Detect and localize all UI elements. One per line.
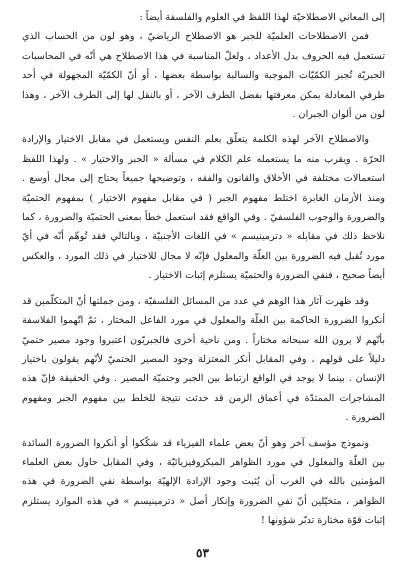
paragraph-effects-of-illusion: وقد ظهرت آثار هذا الوهم في عدد من المسائل الفلسفيّة ، ومن جملتها أنّ المتكلّمين قد أنكروا الضرورة الحاكمة بين العلّة والمعلول في مورد الفاعل المختار ، ثمّ اتّهموا الفلاسفة بأنّهم لا يرون الله سبحانه مختاراً . ومن ناحية أخرى فالجبريّون اعتبروا وجود مصير حتميّ دليلاً على قولهم ، وفي المقابل أنكر المعتزلة وجود المصير الحتميّ لأنّهم يقولون باختيار الإنسان . بينما لا يوجد في الواقع ارتباط بين الجبر وحتميّة المصير . وفي الحقيقة فإنّ هذه المشاجرات الممتدّة في أعماق الزمن قد حدثت نتيجة للخلط بين مفهوم الجبر ومفهوم الضرورة . bbox=[22, 295, 385, 424]
paragraph-math-term: فمن الاصطلاحات العلميّة للجبر هو الاصطلاح الرياضيّ ، وهو لون من الحساب الذي تستعمل فيه الحروف بدل الأعداد ، ولعلّ المناسبة في هذا الاصطلاح هي أنّه في المحاسبات الجبريّة تُجبر الكمّيّات الموجبة والسالبة بواسطة بعضها ، أو أنّ الكمّيّة المجهولة في أحد طرفي المعادلة يمكن معرفتها بفضل الطرف الآخر ، أو بالنقل لها إلى الطرف الآخر ، وهذا لون من ألوان الجبران . bbox=[22, 31, 385, 121]
page-number: ٥٣ bbox=[196, 546, 209, 560]
paragraph-psychology-term: والاصطلاح الآخر لهذه الكلمة يتعلّق بعلم النفس ويستعمل في مقابل الاختيار والإرادة الحرّة . ويقرب منه ما يستعمله علم الكلام في مسألة « الجبر والاختيار » . ولهذا اللفظ استعمالات مختلفة في الأخلاق والقانون والفقه ، وتوضيحها جميعاً يحتاج إلى مجال أوسع . ومنذ الأزمان الغابرة اختلط مفهوم الجبر ( في مقابل مفهوم الاختيار ) بمفهوم الحتميّة والضرورة والوجوب الفلسفيّ . وفي الواقع فقد استعمل خطأ بمعنى الحتميّة والضرورة ، كما نلاحظ ذلك في مقابله « دترمينيسم » في اللغات الأجنبيّة ، وبالتالي فقد تُوهّم أنّه في أيّ مورد تُقبل فيه الضرورة بين العلّة والمعلول فإنّه لا مجال للاختيار في ذلك المورد ، والعكس أيضاً صحيح ، فنفي الضرورة والحتميّة يستلزم إثبات الاختيار . bbox=[22, 134, 385, 282]
paragraph-physics-example: ونموذج مؤسف آخر وهو أنّ بعض علماء الفيزياء قد شكّكوا أو أنكروا الضرورة السائدة بين العلّة والمعلول في مورد الظواهر الميكروفيزيائيّة ، وفي المقابل حاول بعض العلماء المؤمنين بالله في الغرب أن يُثبت وجود الإرادة الإلهيّة بواسطة نفي الضرورة في هذه الظواهر ، متخيّلين أنّ نفي الضرورة وإنكار أصل « دترمينيسم » في هذه الموارد يستلزم إثبات قوّة مختارة تدبّر شؤونها ! bbox=[22, 437, 385, 527]
paragraph-continuation: إلى المعاني الاصطلاحيّة لهذا اللفظ في العلوم والفلسفة أيضاً : bbox=[139, 12, 385, 23]
